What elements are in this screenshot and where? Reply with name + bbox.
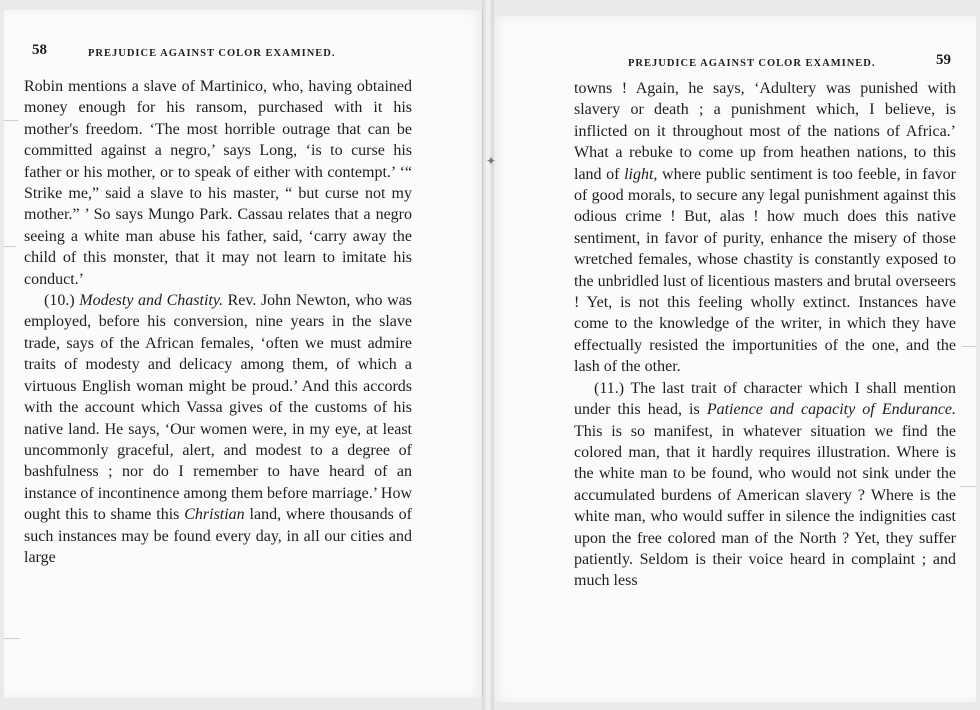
left-paragraph-1: Robin mentions a slave of Martinico, who, having obtained money enough for his ransom, purchased with it his mother's freedom. ‘The most horrible outrage that can be committed against a negro,’ says Long, ‘is to curse his father or his mother, or to speak of either with contempt.’ ‘“ Strike me,” said a slave to his master, “ but curse not my mother.” ’ So says Mungo Park. Cassau relates that a negro seeing a white man abuse his father, said, ‘carry away the child of this monster, that it may not learn to imitate his conduct.’: [24, 78, 412, 288]
italic-word: Christian: [184, 506, 245, 524]
section-number: (11.): [594, 379, 625, 397]
right-paragraph-1-text: towns ! Again, he says, ‘Adultery was punished with slavery or death ; a punishment which, I believe, is inflicted on it throughout most of the nations of Africa.’ What a rebuke to come up from heathen nations, to this land of: [574, 80, 956, 183]
left-body-text: [24, 76, 412, 568]
left-paragraph-2: [24, 290, 412, 568]
page-edge-mark: [962, 346, 976, 347]
right-running-header: PREJUDICE AGAINST COLOR EXAMINED.: [628, 58, 876, 69]
right-paragraph-2-text: The last trait of character which I shall mention under this head, is: [574, 379, 956, 419]
right-page: [486, 16, 976, 702]
page-edge-mark: [4, 120, 18, 121]
right-body-text: [574, 78, 956, 592]
italic-phrase: Patience and capacity of Endurance.: [706, 401, 957, 419]
left-paragraph-2-end: land, where thousands of such instances may be found every day, in all our cities and large: [24, 506, 413, 566]
page-edge-mark: [4, 246, 16, 247]
page-edge-mark: [4, 638, 20, 639]
left-running-header: PREJUDICE AGAINST COLOR EXAMINED.: [88, 48, 336, 59]
section-number: (10.): [44, 292, 75, 310]
page-edge-mark: [960, 486, 976, 487]
left-page-number: 58: [32, 42, 47, 58]
book-gutter: [482, 0, 497, 710]
margin-mark: ✦: [486, 154, 497, 168]
right-paragraph-1-end: where public sentiment is too feeble, in favor of good morals, to secure any legal punishment against this odious crime ! But, alas ! how much does this native sentiment, in favor of purity, enhance the misery of those wretched females, whose chastity is constantly exposed to the unbridled lust of licentious masters and brutal overseers ! Yet, is not this feeling wholly extinct. Instances have come to the knowledge of the writer, in which they have effectually resisted the importunities of the one, and the lash of the other.: [574, 165, 956, 376]
right-paragraph-2-end: This is so manifest, in whatever situation we find the colored man, that it hardly requires illustration. Where is the white man to be found, who would not sink under the accumulated burdens of American slavery ? Where is the white man, who would suffer in silence the indignities cast upon the free colored man of the North ? Yet, they suffer patiently. Seldom is their voice heard in complaint ; and much less: [574, 422, 956, 590]
italic-word: light,: [624, 165, 658, 183]
left-page: [4, 10, 483, 698]
section-heading: Modesty and Chastity.: [79, 292, 224, 310]
right-paragraph-1: [574, 78, 956, 378]
right-page-number: 59: [936, 52, 951, 68]
right-paragraph-2: [574, 378, 956, 592]
left-paragraph-2-text: Rev. John Newton, who was employed, before his conversion, nine years in the slave trade, says of the African females, ‘often we must admire traits of modesty and delicacy among them, of which a virtuous English woman might be proud.’ And this accords with the account which Vassa gives of the customs of his native land. He says, ‘Our women were, in my eye, at least uncommonly graceful, alert, and modest to a degree of bashfulness ; nor do I remember to have heard of an instance of incontinence among them before marriage.’ How ought this to shame this: [24, 292, 412, 524]
